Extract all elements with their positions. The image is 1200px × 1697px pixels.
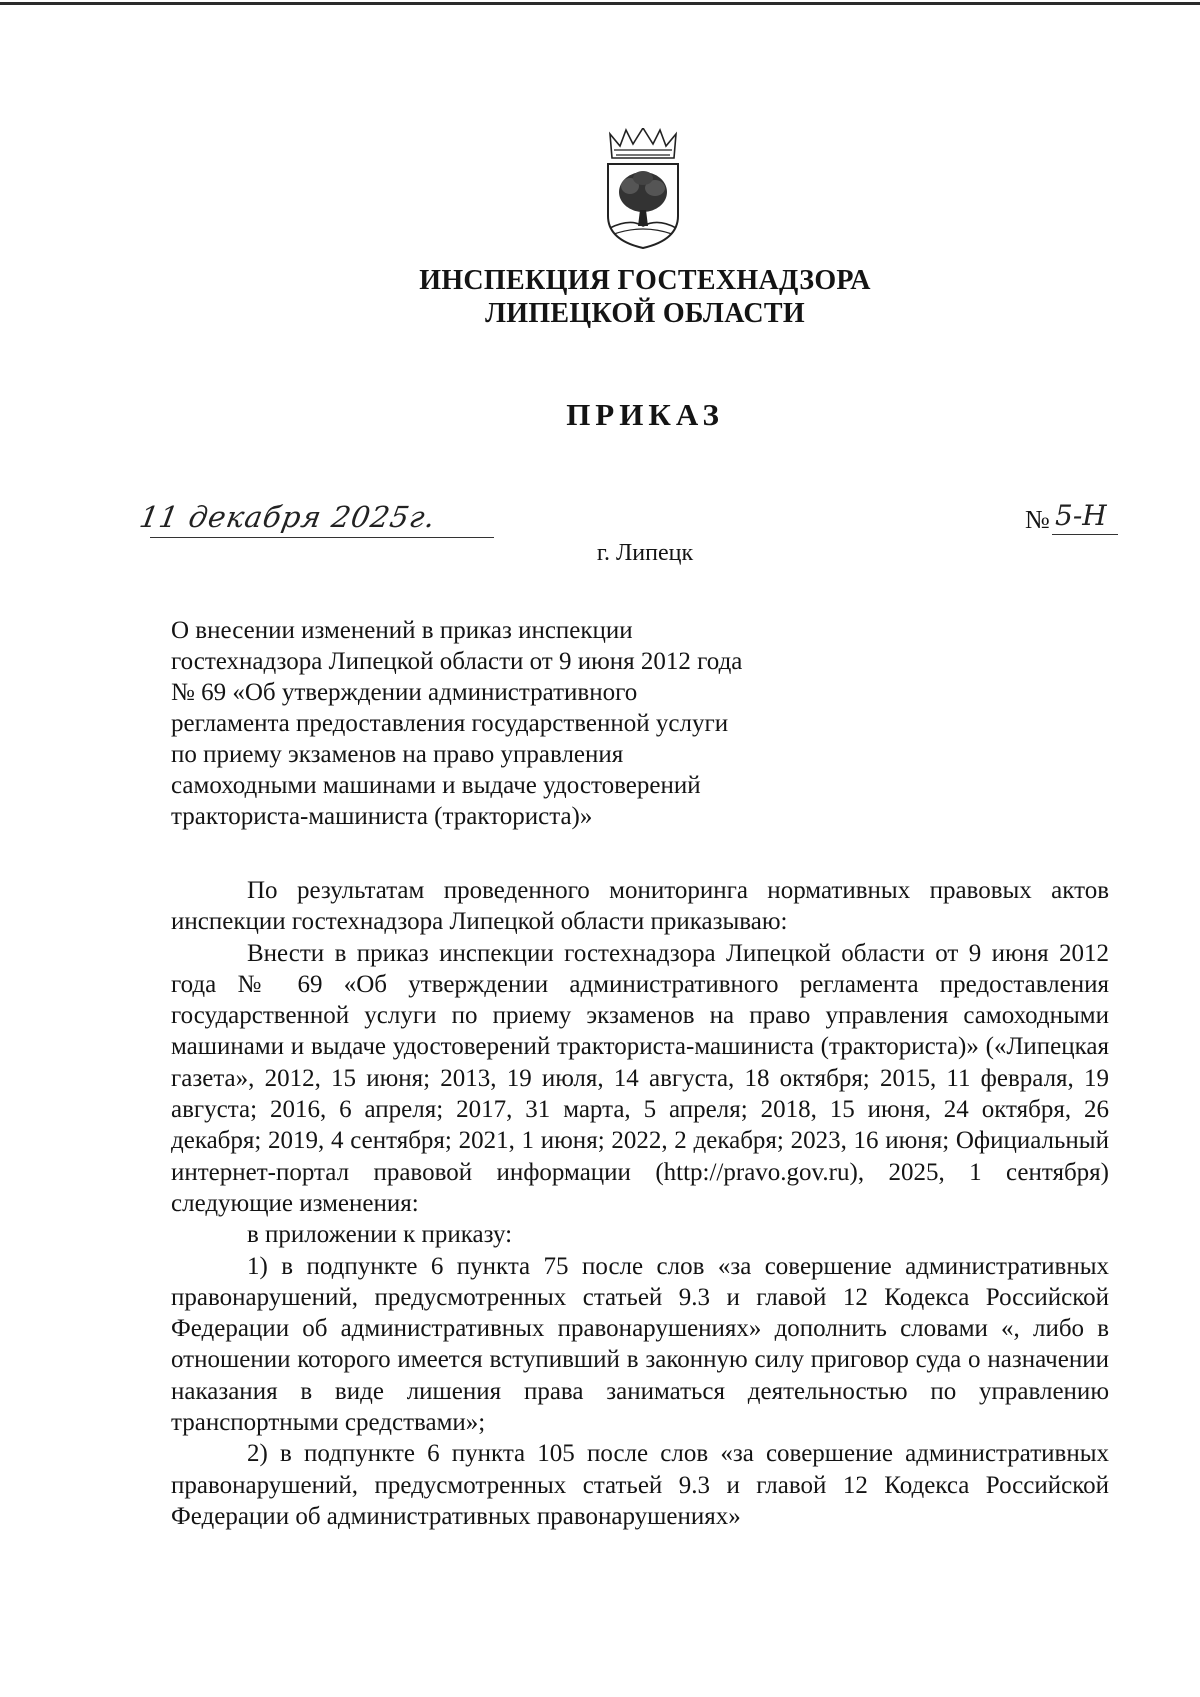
subject-line: регламента предоставления государственной услуги	[171, 710, 729, 737]
body-paragraph: 1) в подпункте 6 пункта 75 после слов «за совершение административных правонарушений, предусмотренных статьей 9.3 и главой 12 Кодекса Российской Федерации об административных правонарушениях» дополнить словами «, либо в отношении которого имеется вступивший в законную силу приговор суда о назначении наказания в виде лишения права заниматься деятельностью по управлению транспортными средствами»;	[171, 1252, 1109, 1437]
order-subject	[171, 615, 851, 832]
handwritten-date: 11 декабря 2025г.	[137, 500, 439, 534]
order-number-label: №	[1025, 505, 1050, 534]
date-underline	[150, 537, 494, 538]
organization-name-line-1: ИНСПЕКЦИЯ ГОСТЕХНАДЗОРА	[419, 265, 871, 296]
city-name: г. Липецк	[596, 540, 694, 566]
organization-name-line-2: ЛИПЕЦКОЙ ОБЛАСТИ	[485, 298, 805, 329]
coat-of-arms-icon	[600, 128, 686, 250]
number-underline	[1052, 534, 1118, 535]
subject-line: самоходными машинами и выдаче удостоверений	[171, 772, 701, 799]
body-paragraph: Внести в приказ инспекции гостехнадзора Липецкой области от 9 июня 2012 года № 69 «Об утверждении административного регламента предоставления государственной услуги по приему экзаменов на право управления самоходными машинами и выдаче удостоверений тракториста-машиниста (тракториста)» («Липецкая газета», 2012, 15 июня; 2013, 19 июля, 14 августа, 18 октября; 2015, 11 февраля, 19 августа; 2016, 6 апреля; 2017, 31 марта, 5 апреля; 2018, 15 июня, 24 октября, 26 декабря; 2019, 4 сентября; 2021, 1 июня; 2022, 2 декабря; 2023, 16 июня; Официальный интернет-портал правовой информации (http://pravo.gov.ru), 2025, 1 сентября) следующие изменения:	[171, 939, 1109, 1217]
subject-line: № 69 «Об утверждении административного	[171, 679, 638, 706]
top-border-line	[0, 2, 1200, 5]
subject-line: гостехнадзора Липецкой области от 9 июня 2012 года	[171, 648, 743, 675]
subject-line: по приему экзаменов на право управления	[171, 741, 624, 768]
handwritten-order-number: 5-Н	[1055, 499, 1107, 532]
document-type-title: ПРИКАЗ	[566, 397, 724, 432]
subject-line: О внесении изменений в приказ инспекции	[171, 617, 633, 644]
body-paragraph: По результатам проведенного мониторинга нормативных правовых актов инспекции гостехнадзора Липецкой области приказываю:	[171, 877, 1109, 936]
body-paragraph: в приложении к приказу:	[247, 1221, 513, 1249]
order-body	[171, 875, 1109, 1532]
body-paragraph: 2) в подпункте 6 пункта 105 после слов «за совершение административных правонарушений, предусмотренных статьей 9.3 и главой 12 Кодекса Российской Федерации об административных правонарушениях»	[171, 1440, 1109, 1530]
subject-line: тракториста-машиниста (тракториста)»	[171, 803, 593, 830]
